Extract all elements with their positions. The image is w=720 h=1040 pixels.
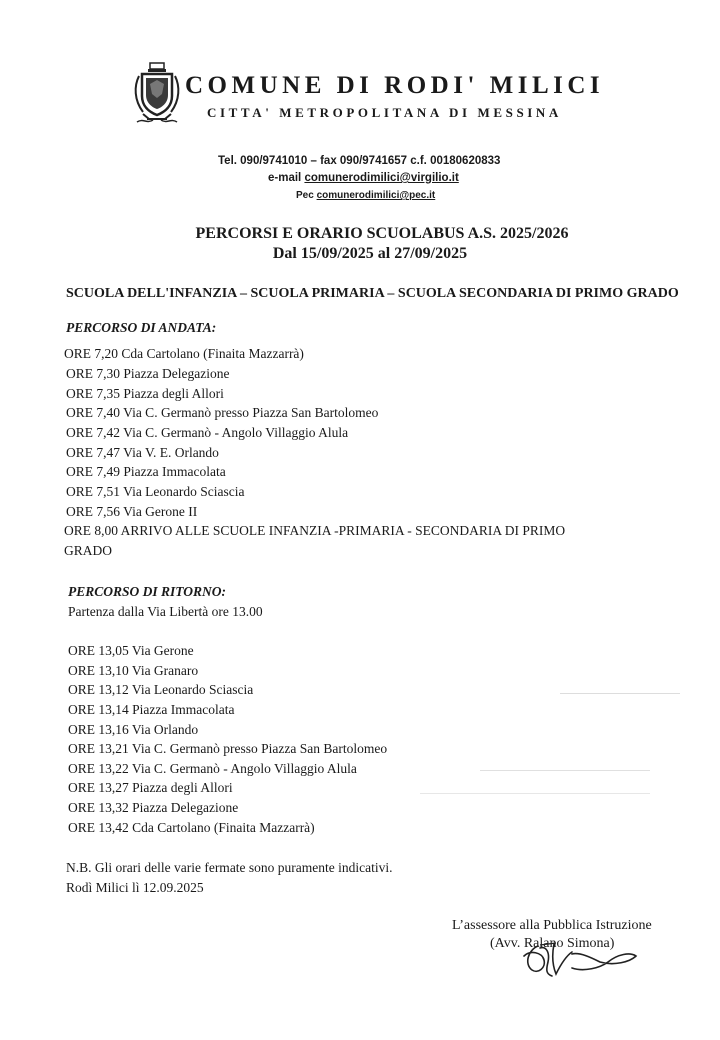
handwritten-signature-icon <box>510 940 640 980</box>
outbound-stop: ORE 7,35 Piazza degli Allori <box>66 386 224 401</box>
scan-line <box>420 793 650 794</box>
outbound-stop: ORE 7,56 Via Gerone II <box>66 504 198 519</box>
return-departure: Partenza dalla Via Libertà ore 13.00 <box>68 604 263 619</box>
municipality-subtitle: CITTA' METROPOLITANA DI MESSINA <box>207 105 562 120</box>
outbound-route-heading: PERCORSO DI ANDATA: <box>66 320 217 335</box>
outbound-stop: ORE 7,42 Via C. Germanò - Angolo Villaggio Alula <box>66 425 349 440</box>
signatory-role: L’assessore alla Pubblica Istruzione <box>452 918 652 933</box>
return-route-heading: PERCORSO DI RITORNO: <box>68 584 227 599</box>
outbound-arrival: ORE 8,00 ARRIVO ALLE SCUOLE INFANZIA -PRIMARIA - SECONDARIA DI PRIMO <box>64 523 566 538</box>
outbound-stop: ORE 7,40 Via C. Germanò presso Piazza San Bartolomeo <box>66 405 379 420</box>
outbound-stop: ORE 7,30 Piazza Delegazione <box>66 366 230 381</box>
email-label: e-mail <box>268 172 305 184</box>
return-stop: ORE 13,21 Via C. Germanò presso Piazza San Bartolomeo <box>68 741 388 756</box>
municipality-title: COMUNE DI RODI' MILICI <box>185 72 605 99</box>
outbound-arrival-continued: GRADO <box>64 543 113 558</box>
outbound-stop: ORE 7,20 Cda Cartolano (Finaita Mazzarrà) <box>64 346 304 361</box>
pec-label: Pec <box>296 190 317 201</box>
place-and-date: Rodì Milici lì 12.09.2025 <box>66 880 204 895</box>
return-stop: ORE 13,16 Via Orlando <box>68 722 199 737</box>
document-date-range: Dal 15/09/2025 al 27/09/2025 <box>272 245 468 262</box>
return-stop: ORE 13,05 Via Gerone <box>68 643 194 658</box>
outbound-stop: ORE 7,47 Via V. E. Orlando <box>66 445 219 460</box>
contact-phone-fax: Tel. 090/9741010 – fax 090/9741657 c.f. 00180620833 <box>218 155 501 167</box>
schedule-note: N.B. Gli orari delle varie fermate sono puramente indicativi. <box>66 860 393 875</box>
email-link[interactable]: comunerodimilici@virgilio.it <box>304 172 459 184</box>
outbound-stop: ORE 7,49 Piazza Immacolata <box>66 464 226 479</box>
municipal-crest-icon <box>133 62 181 126</box>
signatory-name: (Avv. Ralano Simona) <box>490 936 615 951</box>
contact-pec-line <box>296 190 435 201</box>
outbound-stop: ORE 7,51 Via Leonardo Sciascia <box>66 484 245 499</box>
return-stop: ORE 13,12 Via Leonardo Sciascia <box>68 682 254 697</box>
schools-heading: SCUOLA DELL'INFANZIA – SCUOLA PRIMARIA – SCUOLA SECONDARIA DI PRIMO GRADO <box>66 286 679 301</box>
return-stop: ORE 13,32 Piazza Delegazione <box>68 800 239 815</box>
return-stop: ORE 13,27 Piazza degli Allori <box>68 780 233 795</box>
return-stop: ORE 13,14 Piazza Immacolata <box>68 702 235 717</box>
scan-line <box>560 693 680 694</box>
contact-email-line <box>268 172 459 184</box>
scan-line <box>480 770 650 771</box>
return-stop: ORE 13,22 Via C. Germanò - Angolo Villaggio Alula <box>68 761 357 776</box>
return-stop: ORE 13,42 Cda Cartolano (Finaita Mazzarrà) <box>68 820 315 835</box>
pec-link[interactable]: comunerodimilici@pec.it <box>316 190 436 201</box>
document-title: PERCORSI E ORARIO SCUOLABUS A.S. 2025/2026 <box>195 225 569 242</box>
return-stop: ORE 13,10 Via Granaro <box>68 663 199 678</box>
